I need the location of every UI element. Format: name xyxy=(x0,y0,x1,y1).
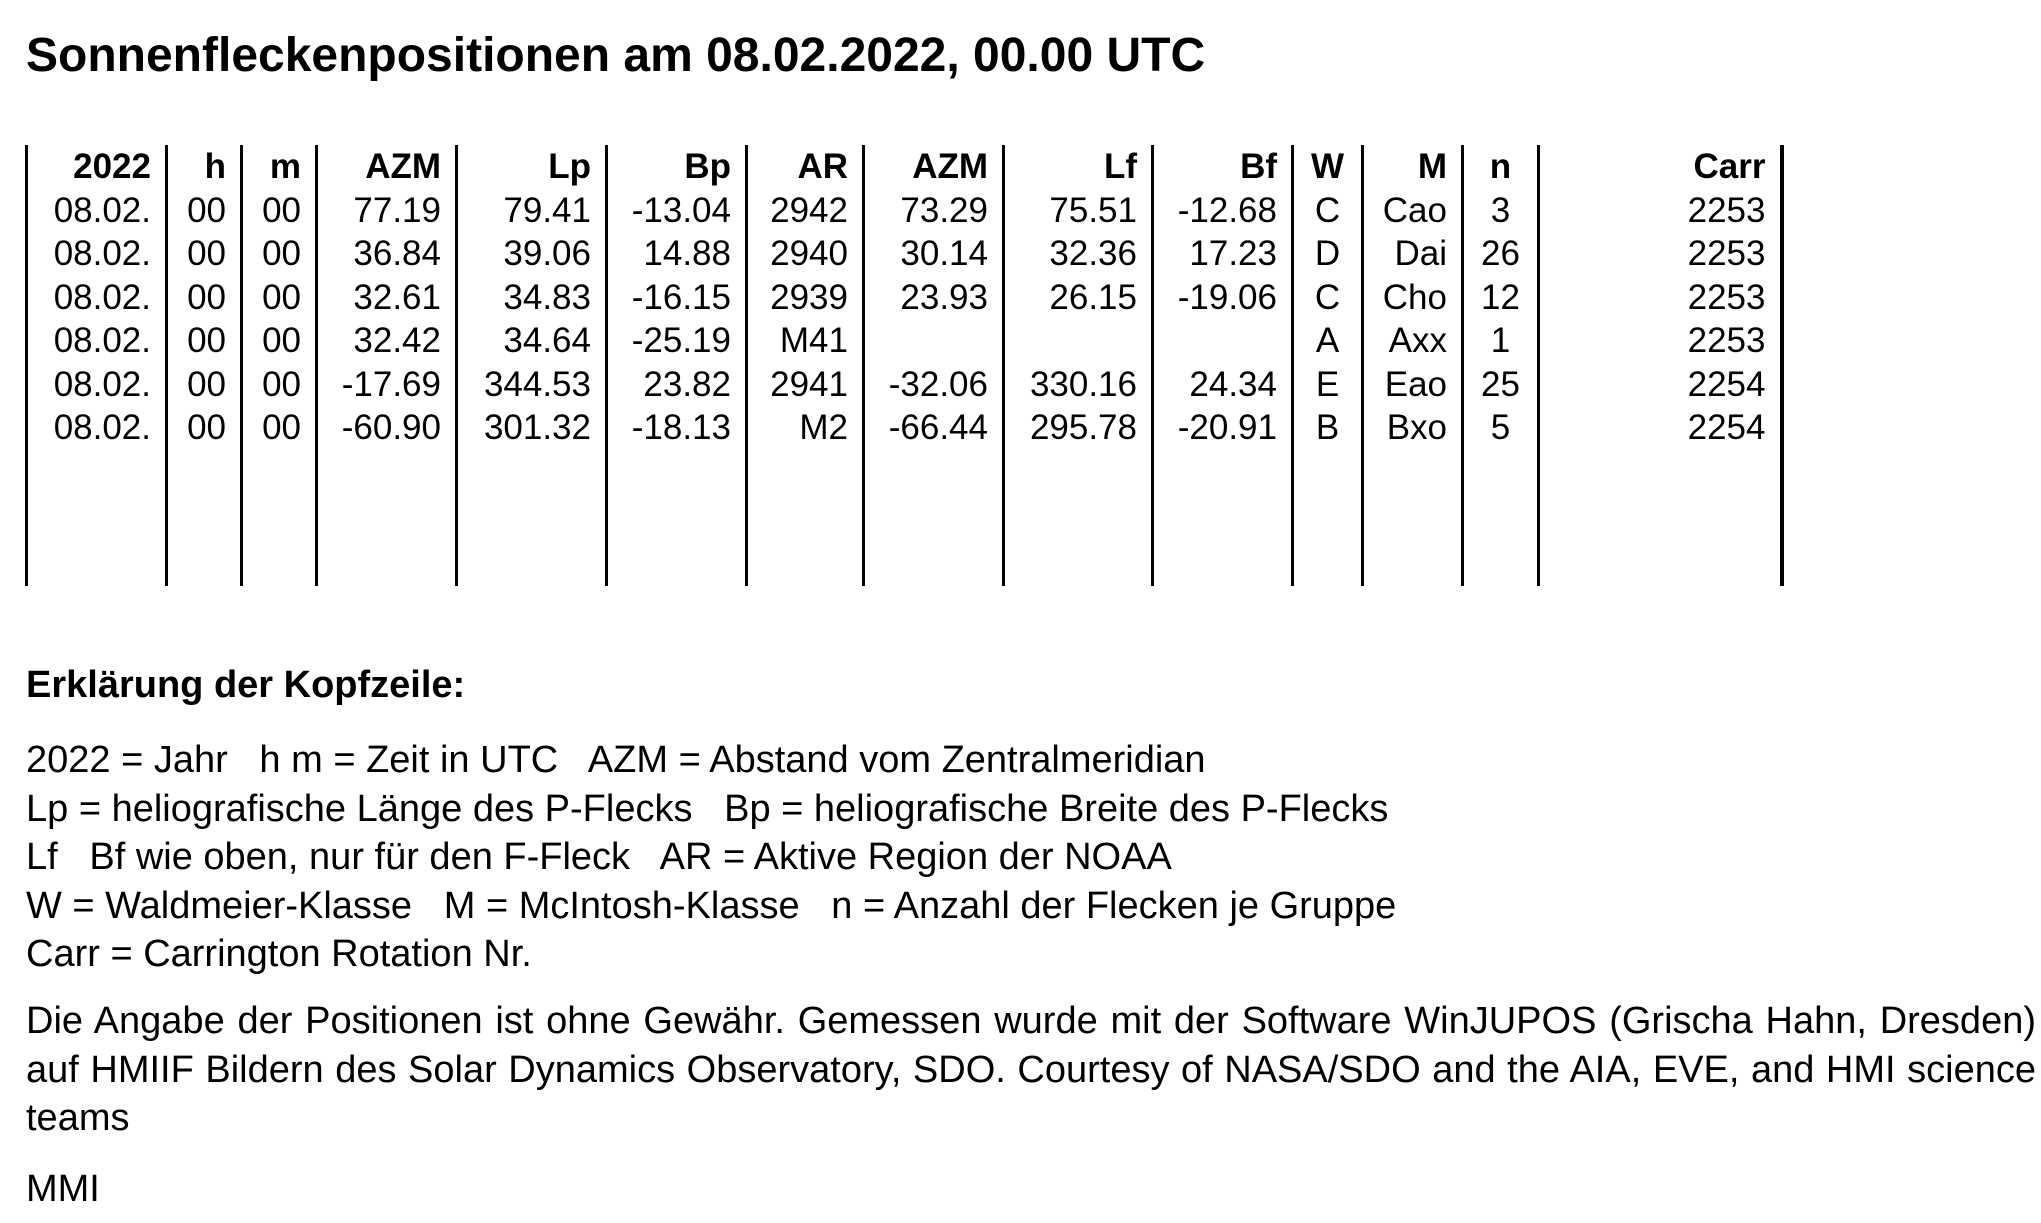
cell-bp: -13.04 xyxy=(607,189,747,233)
cell-carr: 2253 xyxy=(1539,189,1782,233)
column-header-azm-f: AZM xyxy=(864,145,1004,189)
cell-lf: 32.36 xyxy=(1004,232,1153,276)
cell-hour: 00 xyxy=(167,189,242,233)
cell-minute: 00 xyxy=(242,276,317,320)
column-header-minute: m xyxy=(242,145,317,189)
column-header-bp: Bp xyxy=(607,145,747,189)
cell-minute: 00 xyxy=(242,232,317,276)
cell-date: 08.02. xyxy=(27,189,167,233)
column-header-lf: Lf xyxy=(1004,145,1153,189)
cell-date: 08.02. xyxy=(27,319,167,363)
cell-minute: 00 xyxy=(242,406,317,450)
cell-lf: 330.16 xyxy=(1004,363,1153,407)
cell-n: 3 xyxy=(1463,189,1539,233)
cell-lf: 26.15 xyxy=(1004,276,1153,320)
table-row xyxy=(27,189,1782,233)
legend-line: 2022 = Jahr h m = Zeit in UTC AZM = Abstand vom Zentralmeridian xyxy=(26,739,1206,781)
cell-azm-p: -60.90 xyxy=(317,406,457,450)
cell-bf: -19.06 xyxy=(1153,276,1293,320)
cell-carr: 2253 xyxy=(1539,276,1782,320)
cell-w: C xyxy=(1293,276,1363,320)
cell-lp: 344.53 xyxy=(457,363,607,407)
cell-azm-p: 77.19 xyxy=(317,189,457,233)
cell-carr: 2254 xyxy=(1539,363,1782,407)
cell-ar: M41 xyxy=(747,319,864,363)
column-header-w: W xyxy=(1293,145,1363,189)
cell-n: 5 xyxy=(1463,406,1539,450)
cell-azm-p: 32.61 xyxy=(317,276,457,320)
column-header-n: n xyxy=(1463,145,1539,189)
explanation-heading: Erklärung der Kopfzeile: xyxy=(26,664,466,706)
table-row xyxy=(27,363,1782,407)
legend-line: W = Waldmeier-Klasse M = McIntosh-Klasse n = Anzahl der Flecken je Gruppe xyxy=(26,884,1397,927)
cell-n: 12 xyxy=(1463,276,1539,320)
disclaimer-paragraph: Die Angabe der Positionen ist ohne Gewähr. Gemessen wurde mit der Software WinJUPOS (Grischa Hahn, Dresden) auf HMIIF Bildern des Solar Dynamics Observatory, SDO. Courtesy of NASA/SDO and the AIA, EVE, and HMI science teams xyxy=(26,1000,2036,1139)
cell-m: Bxo xyxy=(1363,406,1463,450)
cell-hour: 00 xyxy=(167,363,242,407)
legend-line: Lf Bf wie oben, nur für den F-Fleck AR = Aktive Region der NOAA xyxy=(26,836,1172,878)
cell-w: A xyxy=(1293,319,1363,363)
cell-lp: 34.64 xyxy=(457,319,607,363)
cell-ar: 2942 xyxy=(747,189,864,233)
cell-bp: -16.15 xyxy=(607,276,747,320)
cell-m: Axx xyxy=(1363,319,1463,363)
column-header-lp: Lp xyxy=(457,145,607,189)
cell-date: 08.02. xyxy=(27,406,167,450)
cell-bf: -12.68 xyxy=(1153,189,1293,233)
cell-lp: 301.32 xyxy=(457,406,607,450)
page-title: Sonnenfleckenpositionen am 08.02.2022, 00.00 UTC xyxy=(26,29,1206,82)
cell-azm-p: 36.84 xyxy=(317,232,457,276)
cell-m: Eao xyxy=(1363,363,1463,407)
cell-minute: 00 xyxy=(242,189,317,233)
sunspot-table xyxy=(25,145,1784,586)
cell-carr: 2254 xyxy=(1539,406,1782,450)
cell-azm-p: -17.69 xyxy=(317,363,457,407)
cell-hour: 00 xyxy=(167,232,242,276)
cell-w: B xyxy=(1293,406,1363,450)
cell-bf: 17.23 xyxy=(1153,232,1293,276)
table-empty-row xyxy=(27,450,1782,586)
cell-hour: 00 xyxy=(167,276,242,320)
cell-n: 26 xyxy=(1463,232,1539,276)
cell-ar: M2 xyxy=(747,406,864,450)
cell-date: 08.02. xyxy=(27,363,167,407)
cell-lp: 34.83 xyxy=(457,276,607,320)
cell-n: 1 xyxy=(1463,319,1539,363)
column-header-m: M xyxy=(1363,145,1463,189)
column-header-year: 2022 xyxy=(27,145,167,189)
legend-line: Lp = heliografische Länge des P-Flecks Bp = heliografische Breite des P-Flecks xyxy=(26,787,1389,830)
cell-bf xyxy=(1153,319,1293,363)
legend-line: Carr = Carrington Rotation Nr. xyxy=(26,933,532,975)
cell-azm-f: -32.06 xyxy=(864,363,1004,407)
cell-bp: 14.88 xyxy=(607,232,747,276)
cell-bp: -25.19 xyxy=(607,319,747,363)
cell-ar: 2941 xyxy=(747,363,864,407)
cell-azm-f: 30.14 xyxy=(864,232,1004,276)
explanation-legend xyxy=(26,736,1396,979)
table-row xyxy=(27,319,1782,363)
cell-ar: 2939 xyxy=(747,276,864,320)
column-header-bf: Bf xyxy=(1153,145,1293,189)
cell-bp: 23.82 xyxy=(607,363,747,407)
cell-azm-f: 23.93 xyxy=(864,276,1004,320)
cell-azm-f xyxy=(864,319,1004,363)
table-row xyxy=(27,406,1782,450)
cell-bf: -20.91 xyxy=(1153,406,1293,450)
cell-hour: 00 xyxy=(167,319,242,363)
cell-date: 08.02. xyxy=(27,232,167,276)
cell-bp: -18.13 xyxy=(607,406,747,450)
cell-m: Cao xyxy=(1363,189,1463,233)
column-header-carr: Carr xyxy=(1539,145,1782,189)
cell-azm-f: 73.29 xyxy=(864,189,1004,233)
cell-minute: 00 xyxy=(242,319,317,363)
table-header-row xyxy=(27,145,1782,189)
cell-bf: 24.34 xyxy=(1153,363,1293,407)
cell-m: Dai xyxy=(1363,232,1463,276)
cell-date: 08.02. xyxy=(27,276,167,320)
cell-azm-p: 32.42 xyxy=(317,319,457,363)
cell-azm-f: -66.44 xyxy=(864,406,1004,450)
column-header-ar: AR xyxy=(747,145,864,189)
cell-lf: 295.78 xyxy=(1004,406,1153,450)
table-row xyxy=(27,276,1782,320)
cell-hour: 00 xyxy=(167,406,242,450)
cell-m: Cho xyxy=(1363,276,1463,320)
cell-lp: 39.06 xyxy=(457,232,607,276)
cell-w: C xyxy=(1293,189,1363,233)
cell-lf xyxy=(1004,319,1153,363)
cell-minute: 00 xyxy=(242,363,317,407)
cell-n: 25 xyxy=(1463,363,1539,407)
cell-w: D xyxy=(1293,232,1363,276)
table-row xyxy=(27,232,1782,276)
signature: MMI xyxy=(26,1168,100,1210)
cell-carr: 2253 xyxy=(1539,319,1782,363)
cell-lf: 75.51 xyxy=(1004,189,1153,233)
column-header-azm-p: AZM xyxy=(317,145,457,189)
cell-lp: 79.41 xyxy=(457,189,607,233)
column-header-hour: h xyxy=(167,145,242,189)
cell-ar: 2940 xyxy=(747,232,864,276)
cell-carr: 2253 xyxy=(1539,232,1782,276)
cell-w: E xyxy=(1293,363,1363,407)
